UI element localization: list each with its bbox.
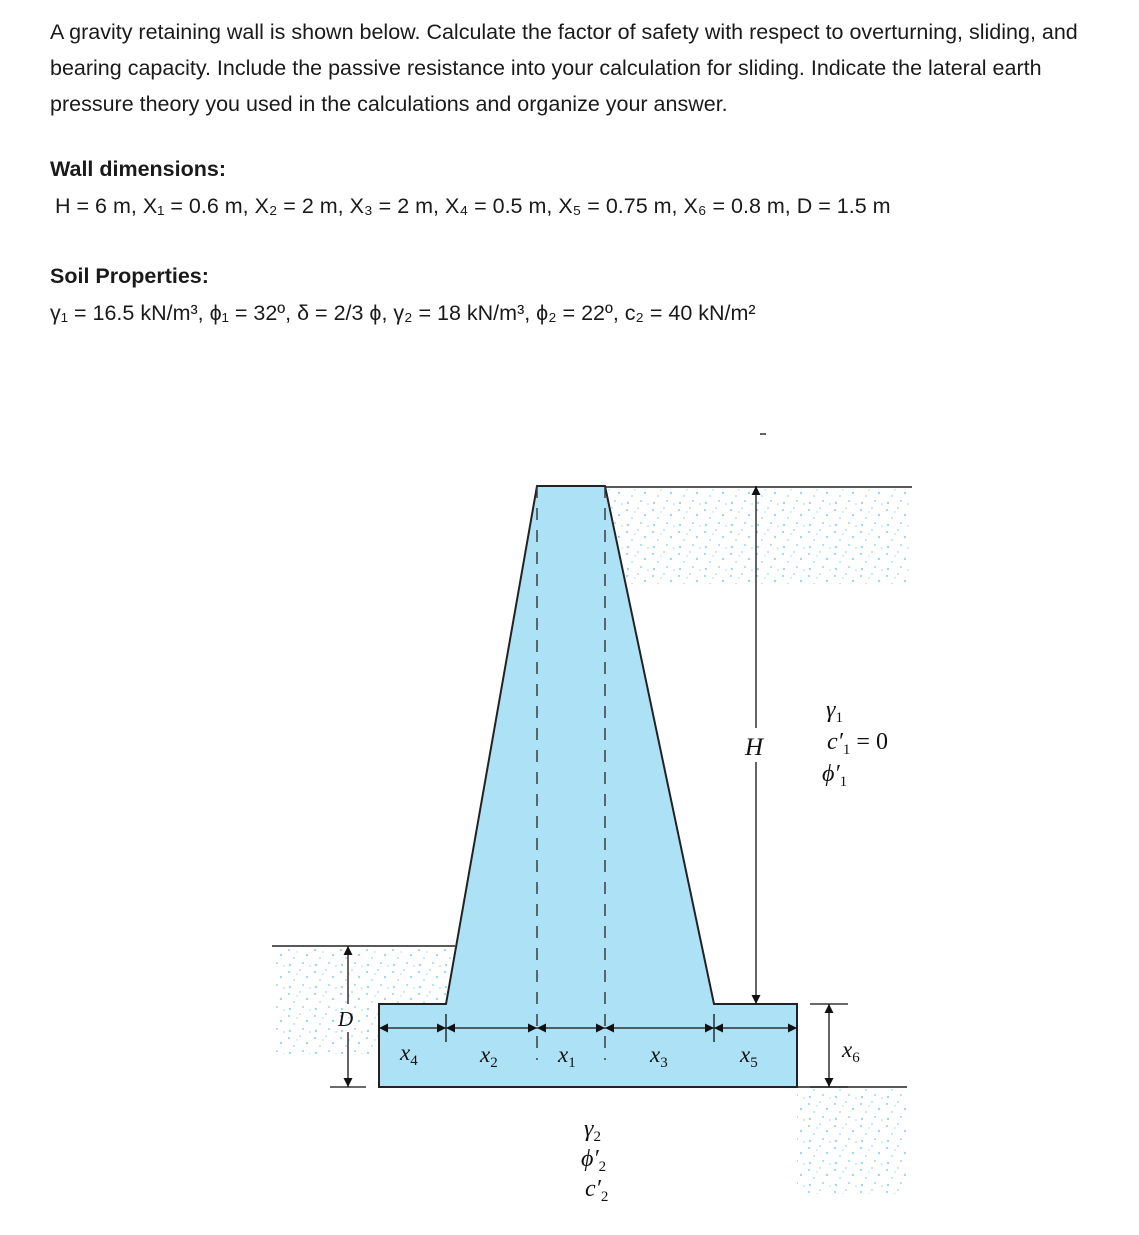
backfill-cohesion: $c'_1 = 0$ xyxy=(827,729,888,758)
backfill-gamma: $\gamma_1$ xyxy=(826,697,843,726)
label-x6: $x_6$ xyxy=(842,1037,860,1066)
backfill-soil xyxy=(606,487,912,584)
foundation-phi: $\phi'_2$ xyxy=(581,1146,607,1175)
label-x5: $x_5$ xyxy=(740,1042,758,1071)
label-D: D xyxy=(338,1007,354,1031)
label-x4: $x_4$ xyxy=(400,1040,418,1069)
soil-properties-heading: Soil Properties: xyxy=(50,264,209,288)
soil-properties-values: γ₁ = 16.5 kN/m³, ϕ₁ = 32º, δ = 2/3 ϕ, γ₂ = 18 kN/m³, ϕ₂ = 22º, c₂ = 40 kN/m² xyxy=(50,301,756,325)
label-x1: $x_1$ xyxy=(558,1042,576,1071)
problem-statement: A gravity retaining wall is shown below. Calculate the factor of safety with respect to overturning, sliding, and bearing capacity. Include the passive resistance into your calculation for sliding. Indicate the lateral earth pressure theory you used in the calculations and organize your answer. xyxy=(50,20,1078,116)
heel-soil-below xyxy=(797,1087,907,1194)
wall-dimensions-values: H = 6 m, X₁ = 0.6 m, X₂ = 2 m, X₃ = 2 m, X₄ = 0.5 m, X₅ = 0.75 m, X₆ = 0.8 m, D = 1.5 m xyxy=(55,194,891,218)
label-H: H xyxy=(745,734,764,761)
wall-dimensions-heading: Wall dimensions: xyxy=(50,157,226,181)
foundation-gamma: $\gamma_2$ xyxy=(584,1116,601,1145)
label-x3: $x_3$ xyxy=(650,1042,668,1071)
backfill-phi: $\phi'_1$ xyxy=(822,761,848,790)
label-x2: $x_2$ xyxy=(480,1042,498,1071)
foundation-cohesion: $c'_2$ xyxy=(585,1176,609,1205)
